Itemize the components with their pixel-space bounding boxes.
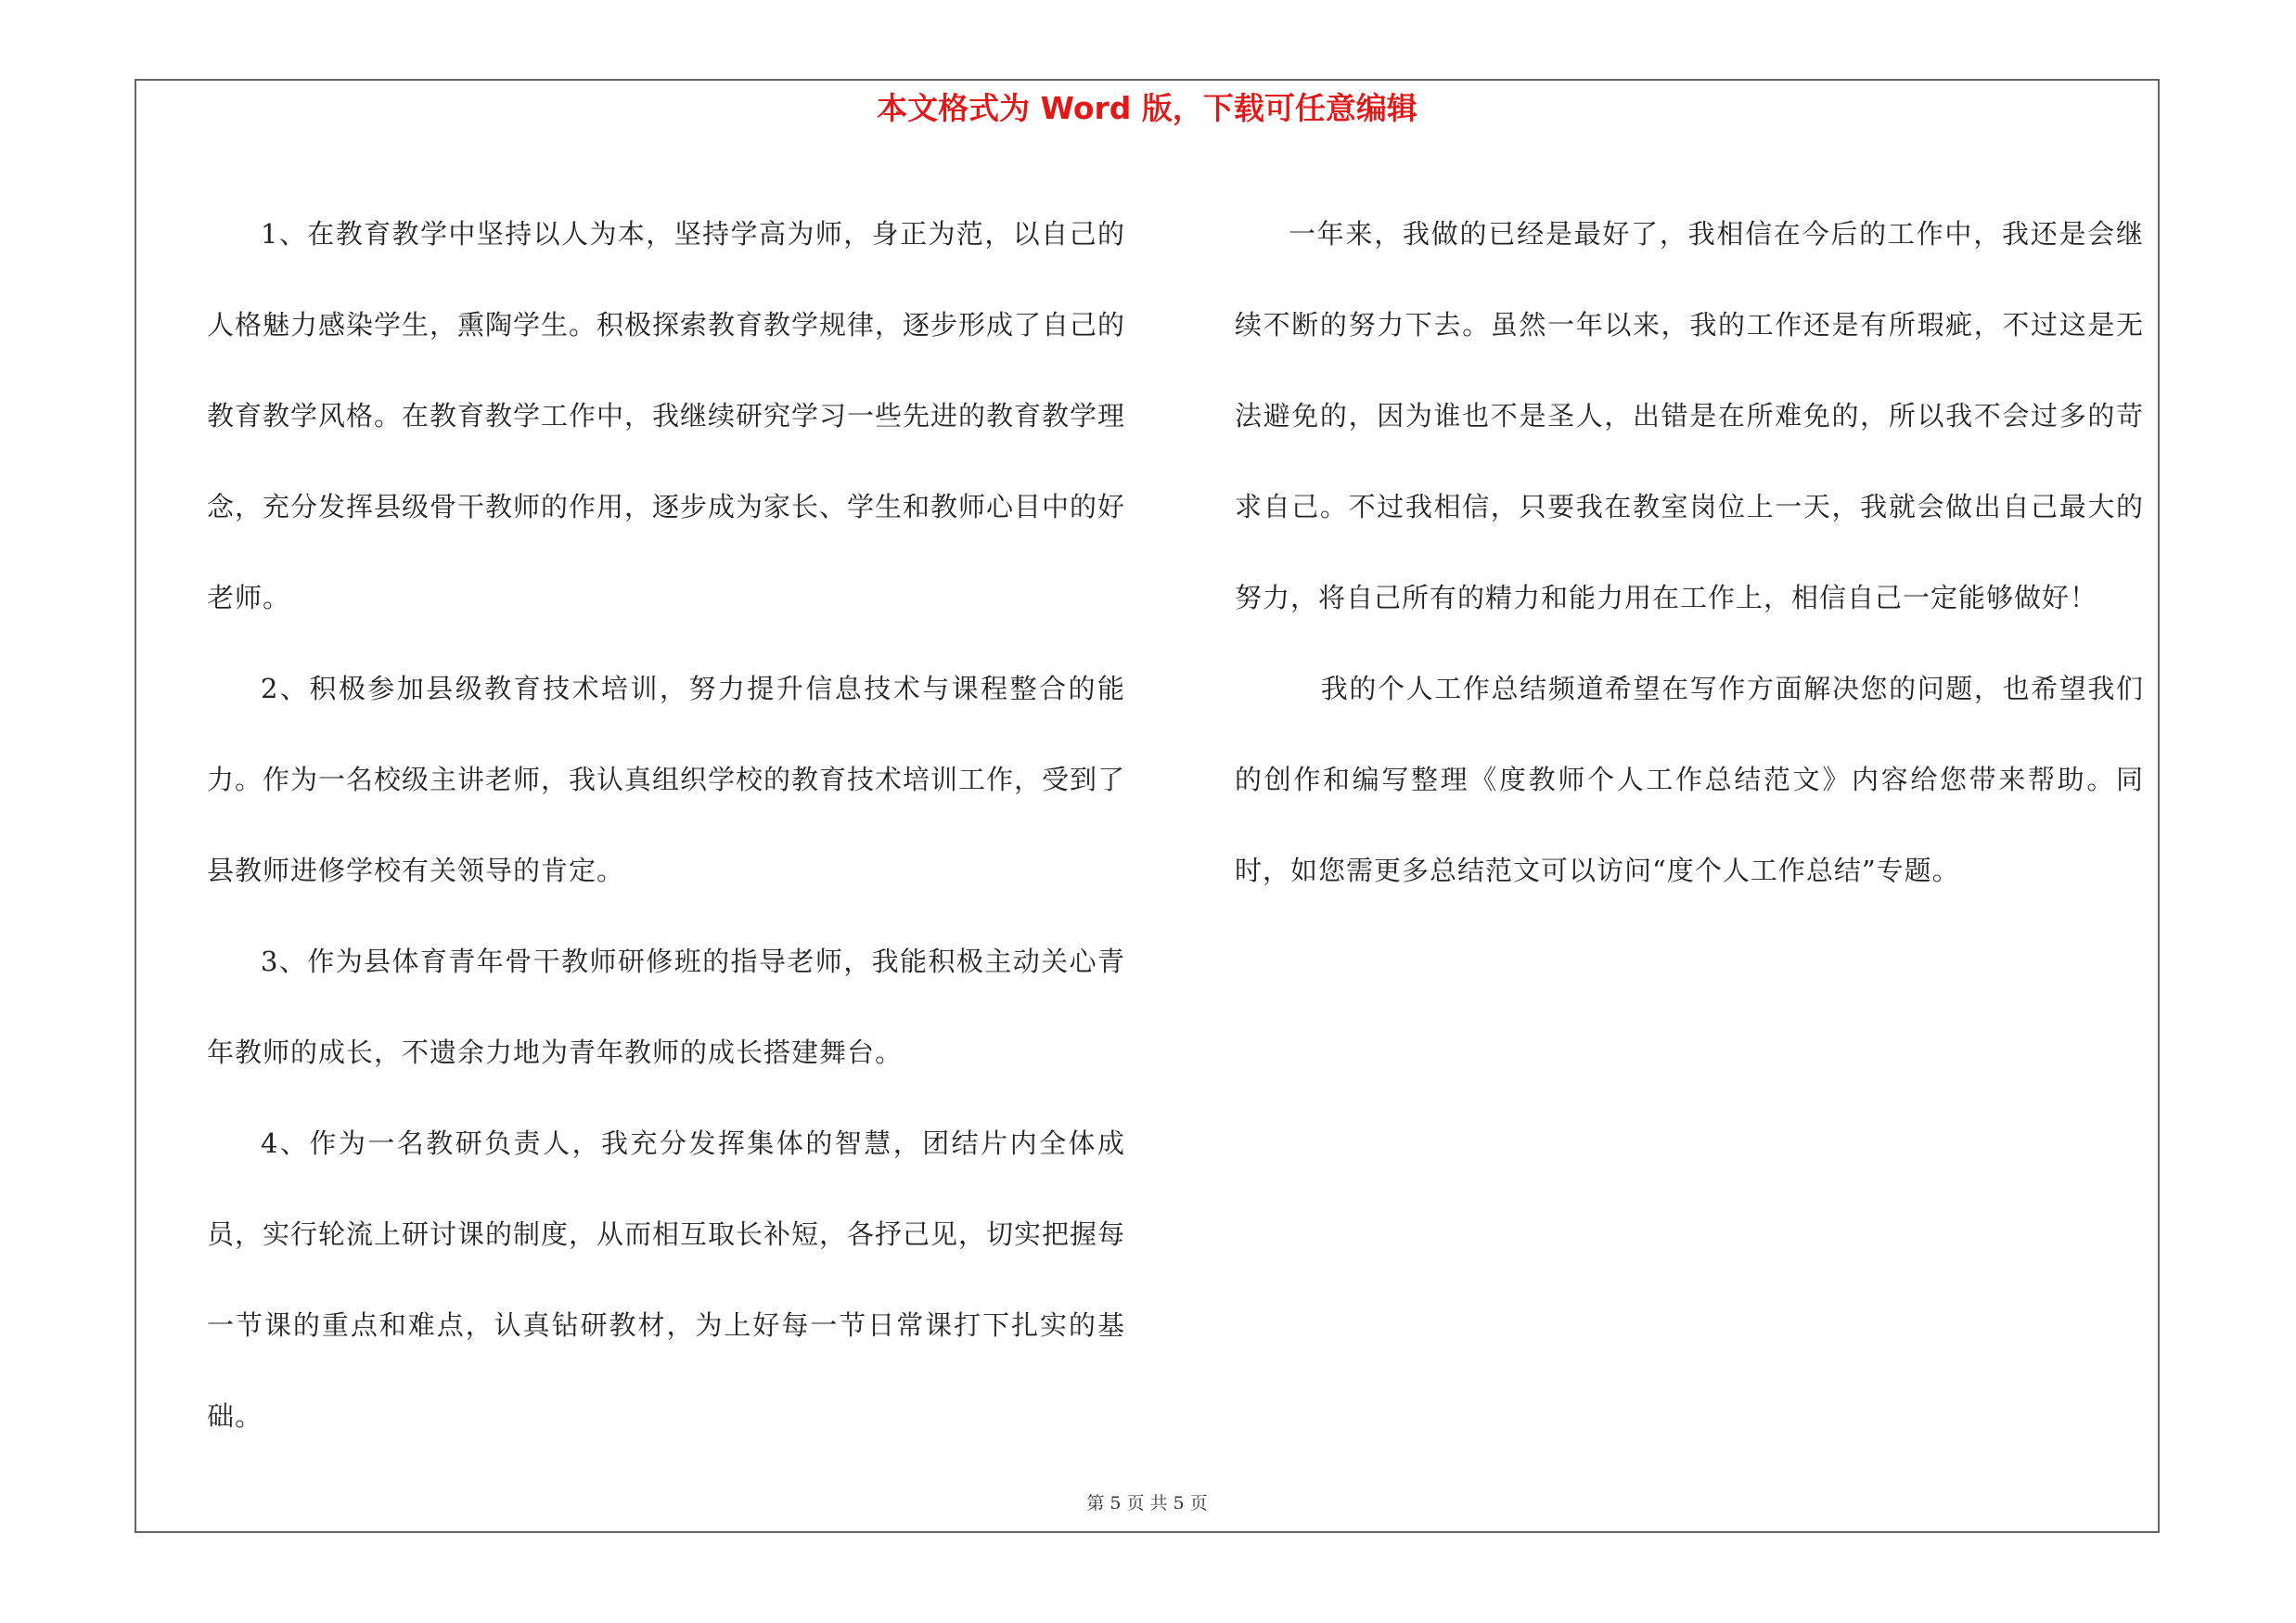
format-notice-header: 本文格式为 Word 版，下载可任意编辑: [877, 90, 1417, 126]
page-number-footer: 第 5 页 共 5 页: [1086, 1493, 1208, 1514]
paragraph-3: 3、作为县体育青年骨干教师研修班的指导老师，我能积极主动关心青年教师的成长，不遗余力地为青年教师的成长搭建舞台。: [207, 946, 1125, 1068]
paragraph-1: 1、在教育教学中坚持以人为本，坚持学高为师，身正为范，以自己的人格魅力感染学生，熏陶学生。积极探索教育教学规律，逐步形成了自己的教育教学风格。在教育教学工作中，我继续研究学习一些先进的教育教学理念，充分发挥县级骨干教师的作用，逐步成为家长、学生和教师心目中的好老师。: [207, 218, 1126, 613]
paragraph-4: 4、作为一名教研负责人，我充分发挥集体的智慧，团结片内全体成员，实行轮流上研讨课的制度，从而相互取长补短，各抒己见，切实把握每一节课的重点和难点，认真钻研教材，为上好每一节日常课打下扎实的基础。: [207, 1127, 1126, 1432]
closing-paragraph: 我的个人工作总结频道希望在写作方面解决您的问题，也希望我们的创作和编写整理《度教师个人工作总结范文》内容给您带来帮助。同时，如您需更多总结范文可以访问“度个人工作总结”专题。: [1235, 673, 2144, 886]
left-text-column: [207, 188, 1125, 1462]
paragraph-5: 一年来，我做的已经是最好了，我相信在今后的工作中，我还是会继续不断的努力下去。虽然一年以来，我的工作还是有所瑕疵，不过这是无法避免的，因为谁也不是圣人，出错是在所难免的，所以我不会过多的苛求自己。不过我相信，只要我在教室岗位上一天，我就会做出自己最大的努力，将自己所有的精力和能力用在工作上，相信自己一定能够做好！: [1235, 218, 2144, 613]
document-page: [135, 79, 2160, 1533]
paragraph-2: 2、积极参加县级教育技术培训，努力提升信息技术与课程整合的能力。作为一名校级主讲老师，我认真组织学校的教育技术培训工作，受到了县教师进修学校有关领导的肯定。: [207, 673, 1126, 886]
right-text-column: [1235, 188, 2144, 916]
